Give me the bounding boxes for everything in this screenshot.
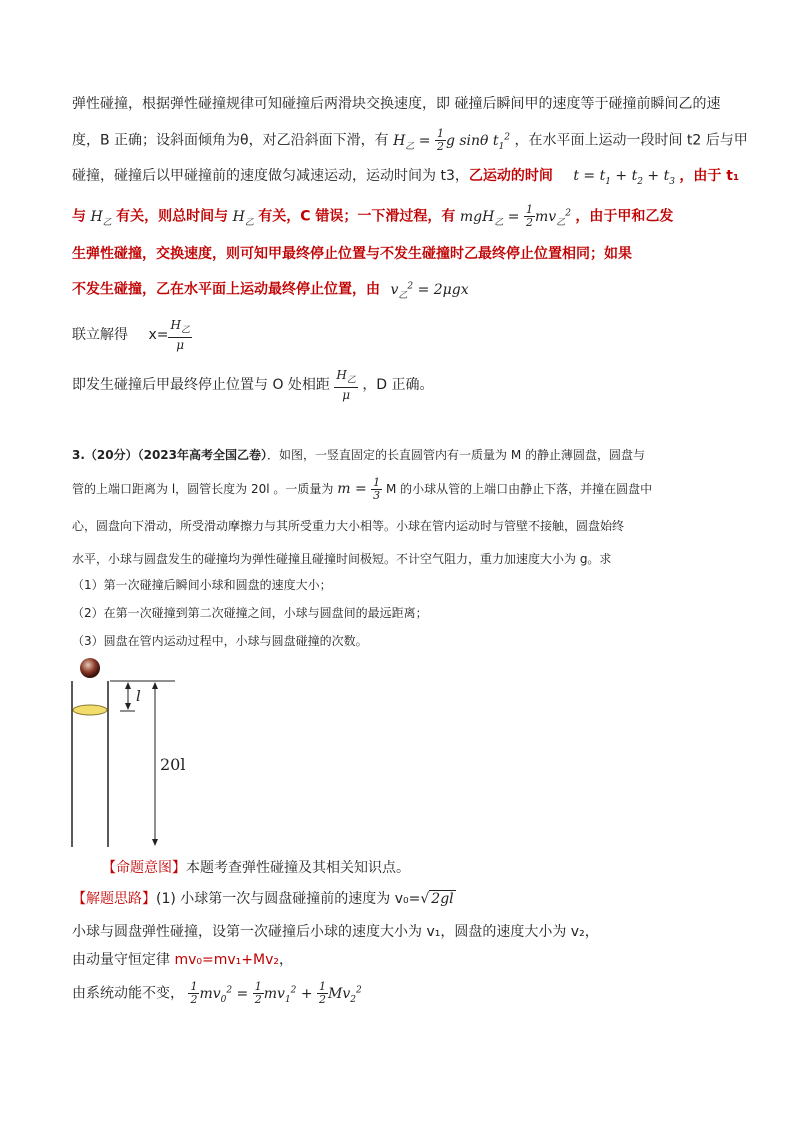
q3-sub2: （2）在第一次碰撞到第二次碰撞之间，小球与圆盘间的最远距离； <box>72 606 428 620</box>
para1-line3: 碰撞，碰撞后以甲碰撞前的速度做匀减速运动，运动时间为 t3，乙运动的时间 $t = t_1 + t_2 + t_3$ ，由于 t₁ <box>72 168 740 187</box>
eq-energy: mgH$_乙$ = $\frac{1}{2}$ $mv_乙^2$ <box>459 203 571 230</box>
label-20l: 20l <box>160 755 186 774</box>
tube-diagram <box>60 655 220 850</box>
q3-line3: 心，圆盘向下滑动，所受滑动摩擦力与其所受重力大小相等。小球在管内运动时与管壁不接触，圆盘始终 <box>72 519 625 533</box>
para1-line4: 与 $H_乙$ 有关，则总时间与 $H_乙$ 有关，C 错误；一下滑过程，有 mgH$_乙$ = $\frac{1}{2}$ $mv_乙^2$ ，由于甲和乙发 <box>72 203 674 230</box>
para1-line5: 生弹性碰撞，交换速度，则可知甲最终停止位置与不发生碰撞时乙最终停止位置相同；如果 <box>72 246 632 262</box>
para1-line8: 即发生碰撞后甲最终停止位置与 O 处相距 $\frac{H_乙}{\mu}$ ，D 正确。 <box>72 368 434 403</box>
q3-sub3: （3）圆盘在管内运动过程中，小球与圆盘碰撞的次数。 <box>72 634 368 648</box>
label-l: l <box>136 687 141 705</box>
answer-line3: 由动量守恒定律 mv₀=mv₁+Mv₂， <box>72 952 293 968</box>
eq-h-yi: $H_乙$ = $\frac{1}{2}$ g sinθ $t_1^2$ <box>393 127 511 154</box>
para1-line2: 度，B 正确；设斜面倾角为θ，对乙沿斜面下滑，有 $H_乙$ = $\frac{1}{2}$ g sinθ $t_1^2$ ，在水平面上运动一段时间 t2 后与甲 <box>72 127 748 154</box>
answer-line4: 由系统动能不变， $\frac{1}{2}$ $mv_0^2$ = $\frac{1}{2}$ $mv_1^2$ + $\frac{1}{2}$ $Mv_2^2$ <box>72 980 362 1007</box>
para1-line6: 不发生碰撞，乙在水平面上运动最终停止位置，由 $v_乙^2 = 2\mu gx$ <box>72 281 469 301</box>
answer-line2: 小球与圆盘弹性碰撞，设第一次碰撞后小球的速度大小为 v₁，圆盘的速度大小为 v₂， <box>72 924 599 940</box>
eq-total-time: $t = t_1 + t_2 + t_3$ <box>573 168 675 187</box>
intent-line: 【命题意图】本题考查弹性碰撞及其相关知识点。 <box>102 860 410 876</box>
idea-line: 【解题思路】(1) 小球第一次与圆盘碰撞前的速度为 v₀=√ 2gl <box>72 891 454 907</box>
q3-line4: 水平，小球与圆盘发生的碰撞均为弹性碰撞且碰撞时间极短。不计空气阻力，重力加速度大小为 g。求 <box>72 552 612 566</box>
disk <box>73 705 107 715</box>
q3-sub1: （1）第一次碰撞后瞬间小球和圆盘的速度大小； <box>72 578 332 592</box>
para1-line7: 联立解得 x= $\frac{H_乙}{\mu}$ <box>72 318 190 353</box>
ball <box>80 658 100 678</box>
q3-line2: 管的上端口距离为 l，圆管长度为 20l 。一质量为 m = $\frac{1}{3}$ M 的小球从管的上端口由静止下落，并撞在圆盘中 <box>72 476 653 502</box>
para1-line1: 弹性碰撞，根据弹性碰撞规律可知碰撞后两滑块交换速度，即 碰撞后瞬间甲的速度等于碰撞前瞬间乙的速 <box>72 96 721 112</box>
eq-friction: $v_乙^2 = 2\mu gx$ <box>390 281 469 301</box>
q3-line1: 3.（20分）（2023年高考全国乙卷）．如图，一竖直固定的长直圆管内有一质量为 M 的静止薄圆盘，圆盘与 <box>72 448 646 462</box>
